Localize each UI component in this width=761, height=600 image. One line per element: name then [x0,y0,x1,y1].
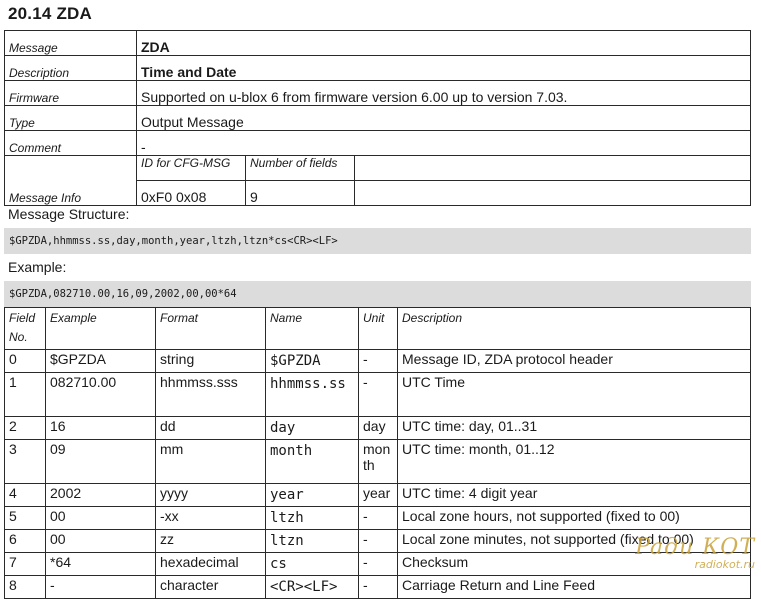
cell-format: string [156,350,266,373]
cell-description: UTC time: month, 01..12 [398,440,751,484]
info-row-comment [5,131,751,156]
cell-field-no: 1 [5,373,46,417]
comment-value: - [137,131,751,156]
structure-code: $GPZDA,hhmmss.ss,day,month,year,ltzh,ltzn*cs<CR><LF> [4,228,751,254]
header-format: Format [156,308,266,350]
cell-format: mm [156,440,266,484]
watermark-site: radiokot.ru [694,558,755,571]
cell-format: -xx [156,507,266,530]
cell-description: Message ID, ZDA protocol header [398,350,751,373]
header-name: Name [266,308,359,350]
cell-field-no: 8 [5,576,46,599]
cell-field-no: 7 [5,553,46,576]
info-empty-cell-2 [355,181,751,206]
table-row [5,553,751,576]
fields-header-row [5,308,751,350]
cell-example: 00 [46,530,156,553]
cell-format: character [156,576,266,599]
cell-unit: - [359,507,398,530]
comment-label: Comment [5,131,137,156]
cell-field-no: 4 [5,484,46,507]
cell-field-no: 5 [5,507,46,530]
cell-description: Local zone minutes, not supported (fixed to 00) [398,530,751,553]
cell-name: day [266,417,359,440]
message-value: ZDA [137,31,751,56]
msginfo-label: Message Info [5,156,137,206]
cell-format: hexadecimal [156,553,266,576]
info-row-firmware [5,81,751,106]
cell-unit: - [359,553,398,576]
cell-unit: year [359,484,398,507]
cell-format: hhmmss.sss [156,373,266,417]
cell-name: ltzn [266,530,359,553]
table-row [5,440,751,484]
info-row-description [5,56,751,81]
info-empty-cell [355,156,751,181]
table-row [5,373,751,417]
cell-example: 09 [46,440,156,484]
message-info-table [4,30,751,206]
header-unit: Unit [359,308,398,350]
fields-value: 9 [246,181,355,206]
cell-unit: - [359,350,398,373]
cell-example: *64 [46,553,156,576]
table-row [5,417,751,440]
cell-field-no: 2 [5,417,46,440]
description-value: Time and Date [137,56,751,81]
cell-field-no: 3 [5,440,46,484]
cell-description: Checksum [398,553,751,576]
cell-unit: month [359,440,398,484]
table-row [5,484,751,507]
cell-format: yyyy [156,484,266,507]
cell-format: dd [156,417,266,440]
cell-unit: - [359,373,398,417]
section-title: 20.14 ZDA [8,4,93,23]
cell-name: $GPZDA [266,350,359,373]
cell-description: Carriage Return and Line Feed [398,576,751,599]
cell-example: 00 [46,507,156,530]
type-value: Output Message [137,106,751,131]
header-example: Example [46,308,156,350]
cell-description: Local zone hours, not supported (fixed to 00) [398,507,751,530]
fields-header: Number of fields [246,156,355,181]
table-row [5,350,751,373]
cell-field-no: 0 [5,350,46,373]
cell-name: year [266,484,359,507]
example-label: Example: [8,259,67,275]
cell-example: $GPZDA [46,350,156,373]
cell-unit: - [359,576,398,599]
table-row [5,576,751,599]
example-code: $GPZDA,082710.00,16,09,2002,00,00*64 [4,281,751,307]
cell-name: <CR><LF> [266,576,359,599]
cell-name: ltzh [266,507,359,530]
cell-description: UTC Time [398,373,751,417]
cell-unit: day [359,417,398,440]
header-field-no: Field No. [5,308,46,350]
cell-name: cs [266,553,359,576]
info-row-msginfo-head [5,156,751,181]
cell-example: - [46,576,156,599]
id-value: 0xF0 0x08 [137,181,246,206]
cell-field-no: 6 [5,530,46,553]
header-description: Description [398,308,751,350]
watermark-title: Paди КОТ [635,535,755,560]
cell-unit: - [359,530,398,553]
structure-label: Message Structure: [8,206,130,222]
cell-description: UTC time: 4 digit year [398,484,751,507]
cell-example: 2002 [46,484,156,507]
id-header: ID for CFG-MSG [137,156,246,181]
description-label: Description [5,56,137,81]
cell-format: zz [156,530,266,553]
firmware-value: Supported on u-blox 6 from firmware version 6.00 up to version 7.03. [137,81,751,106]
firmware-label: Firmware [5,81,137,106]
type-label: Type [5,106,137,131]
cell-example: 082710.00 [46,373,156,417]
cell-description: UTC time: day, 01..31 [398,417,751,440]
cell-name: month [266,440,359,484]
info-row-message [5,31,751,56]
cell-name: hhmmss.ss [266,373,359,417]
table-row [5,507,751,530]
cell-example: 16 [46,417,156,440]
message-label: Message [5,31,137,56]
table-row [5,530,751,553]
info-row-type [5,106,751,131]
fields-table [4,307,751,599]
